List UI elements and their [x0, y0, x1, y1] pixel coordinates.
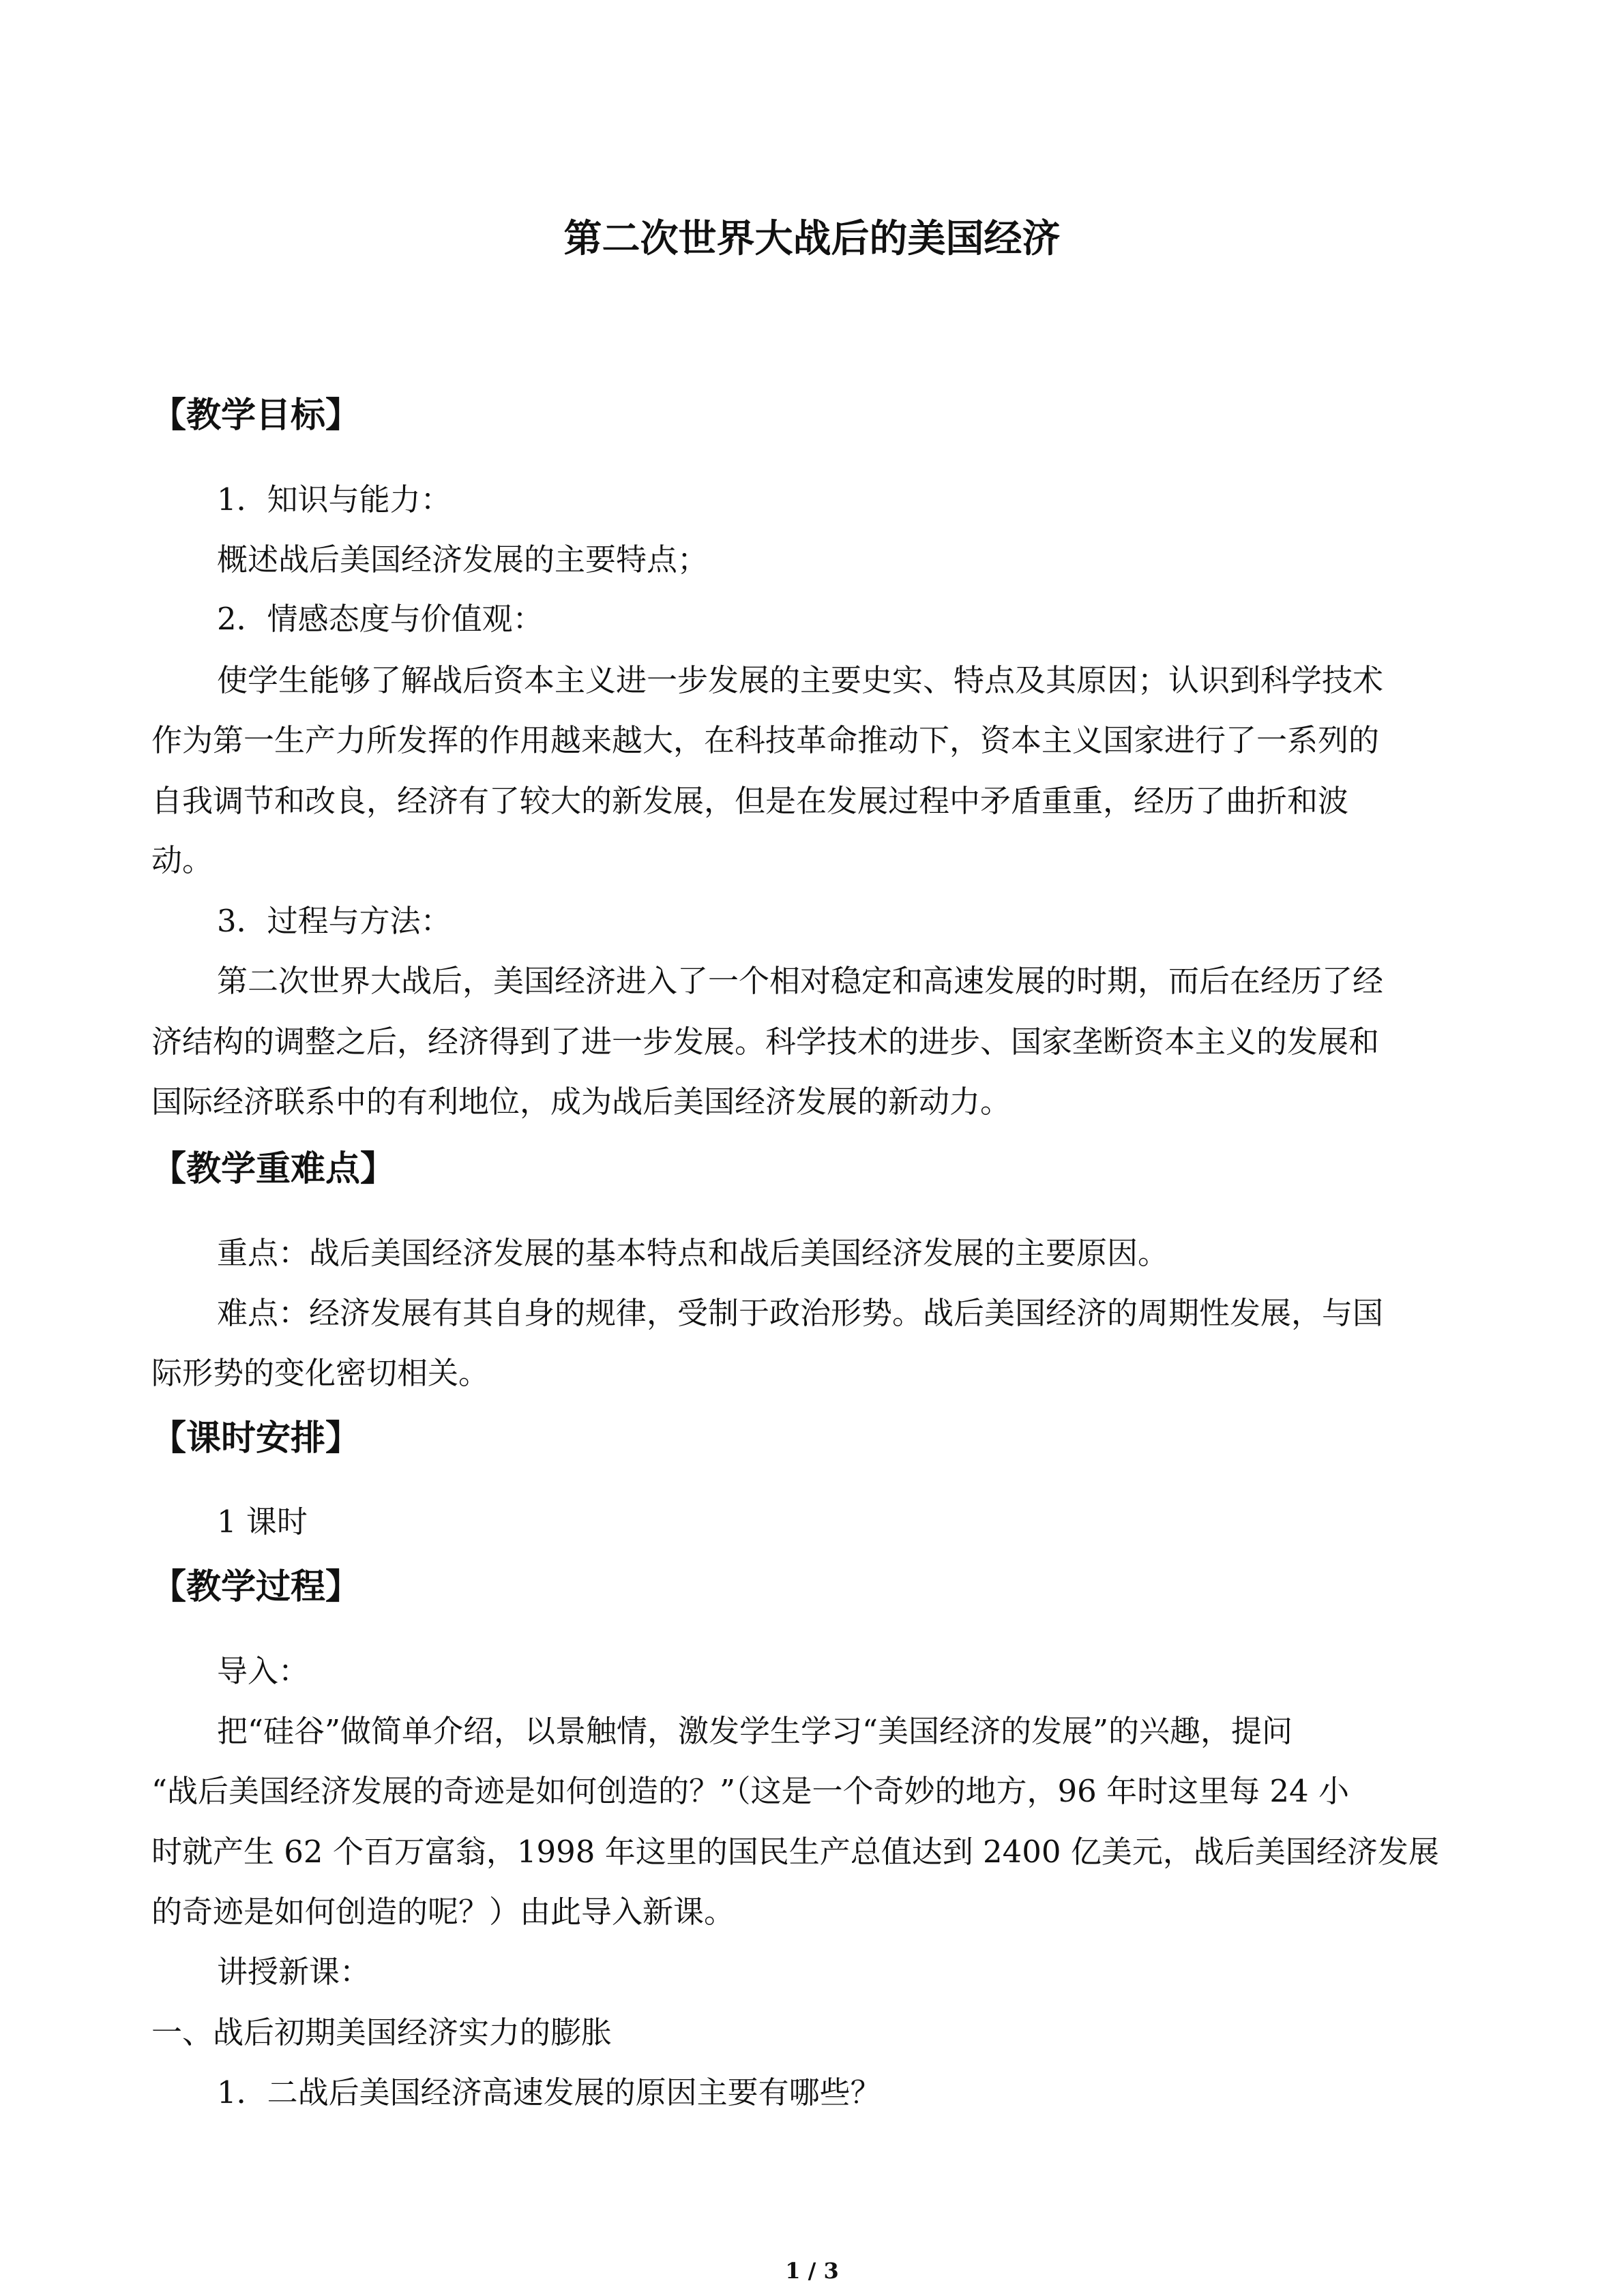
- paragraph-line: 2．情感态度与价值观：: [217, 601, 544, 637]
- paragraph-line: 际形势的变化密切相关。: [151, 1355, 490, 1391]
- paragraph-line: “战后美国经济发展的奇迹是如何创造的？”（这是一个奇妙的地方，96 年时这里每 24 小: [151, 1773, 1349, 1809]
- paragraph-line: 作为第一生产力所发挥的作用越来越大，在科技革命推动下，资本主义国家进行了一系列的: [151, 722, 1380, 758]
- heading-key-points: 【教学重难点】: [151, 1149, 396, 1189]
- paragraph-line: 第二次世界大战后，美国经济进入了一个相对稳定和高速发展的时期，而后在经历了经: [217, 963, 1384, 999]
- section-heading-line: 一、战后初期美国经济实力的膨胀: [151, 2014, 612, 2051]
- paragraph-line: 1．二战后美国经济高速发展的原因主要有哪些？: [217, 2074, 881, 2111]
- paragraph-line: 国际经济联系中的有利地位，成为战后美国经济发展的新动力。: [151, 1084, 1012, 1120]
- heading-teaching-goals: 【教学目标】: [151, 396, 361, 436]
- heading-teaching-process: 【教学过程】: [151, 1567, 361, 1607]
- page-title: 第二次世界大战后的美国经济: [563, 216, 1061, 261]
- paragraph-line: 1 课时: [217, 1504, 308, 1540]
- page-number: 1 / 3: [785, 2258, 839, 2284]
- paragraph-line: 难点：经济发展有其自身的规律，受制于政治形势。战后美国经济的周期性发展，与国: [217, 1295, 1384, 1331]
- paragraph-line: 1．知识与能力：: [217, 481, 452, 518]
- paragraph-line: 使学生能够了解战后资本主义进一步发展的主要史实、特点及其原因；认识到科学技术: [217, 662, 1384, 698]
- paragraph-line: 概述战后美国经济发展的主要特点；: [217, 541, 709, 578]
- paragraph-line: 3．过程与方法：: [217, 903, 452, 939]
- paragraph-line: 讲授新课：: [217, 1954, 371, 1990]
- paragraph-line: 的奇迹是如何创造的呢？）由此导入新课。: [151, 1894, 735, 1930]
- paragraph-line: 自我调节和改良，经济有了较大的新发展，但是在发展过程中矛盾重重，经历了曲折和波: [151, 783, 1349, 819]
- paragraph-line: 把“硅谷”做简单介绍，以景触情，激发学生学习“美国经济的发展”的兴趣，提问: [217, 1713, 1293, 1749]
- paragraph-line: 导入：: [217, 1653, 310, 1689]
- paragraph-line: 时就产生 62 个百万富翁，1998 年这里的国民生产总值达到 2400 亿美元，战后美国经济发展: [151, 1834, 1439, 1870]
- paragraph-line: 动。: [151, 842, 213, 878]
- paragraph-line: 济结构的调整之后，经济得到了进一步发展。科学技术的进步、国家垄断资本主义的发展和: [151, 1024, 1380, 1060]
- paragraph-line: 重点：战后美国经济发展的基本特点和战后美国经济发展的主要原因。: [217, 1235, 1169, 1271]
- heading-schedule: 【课时安排】: [151, 1418, 361, 1459]
